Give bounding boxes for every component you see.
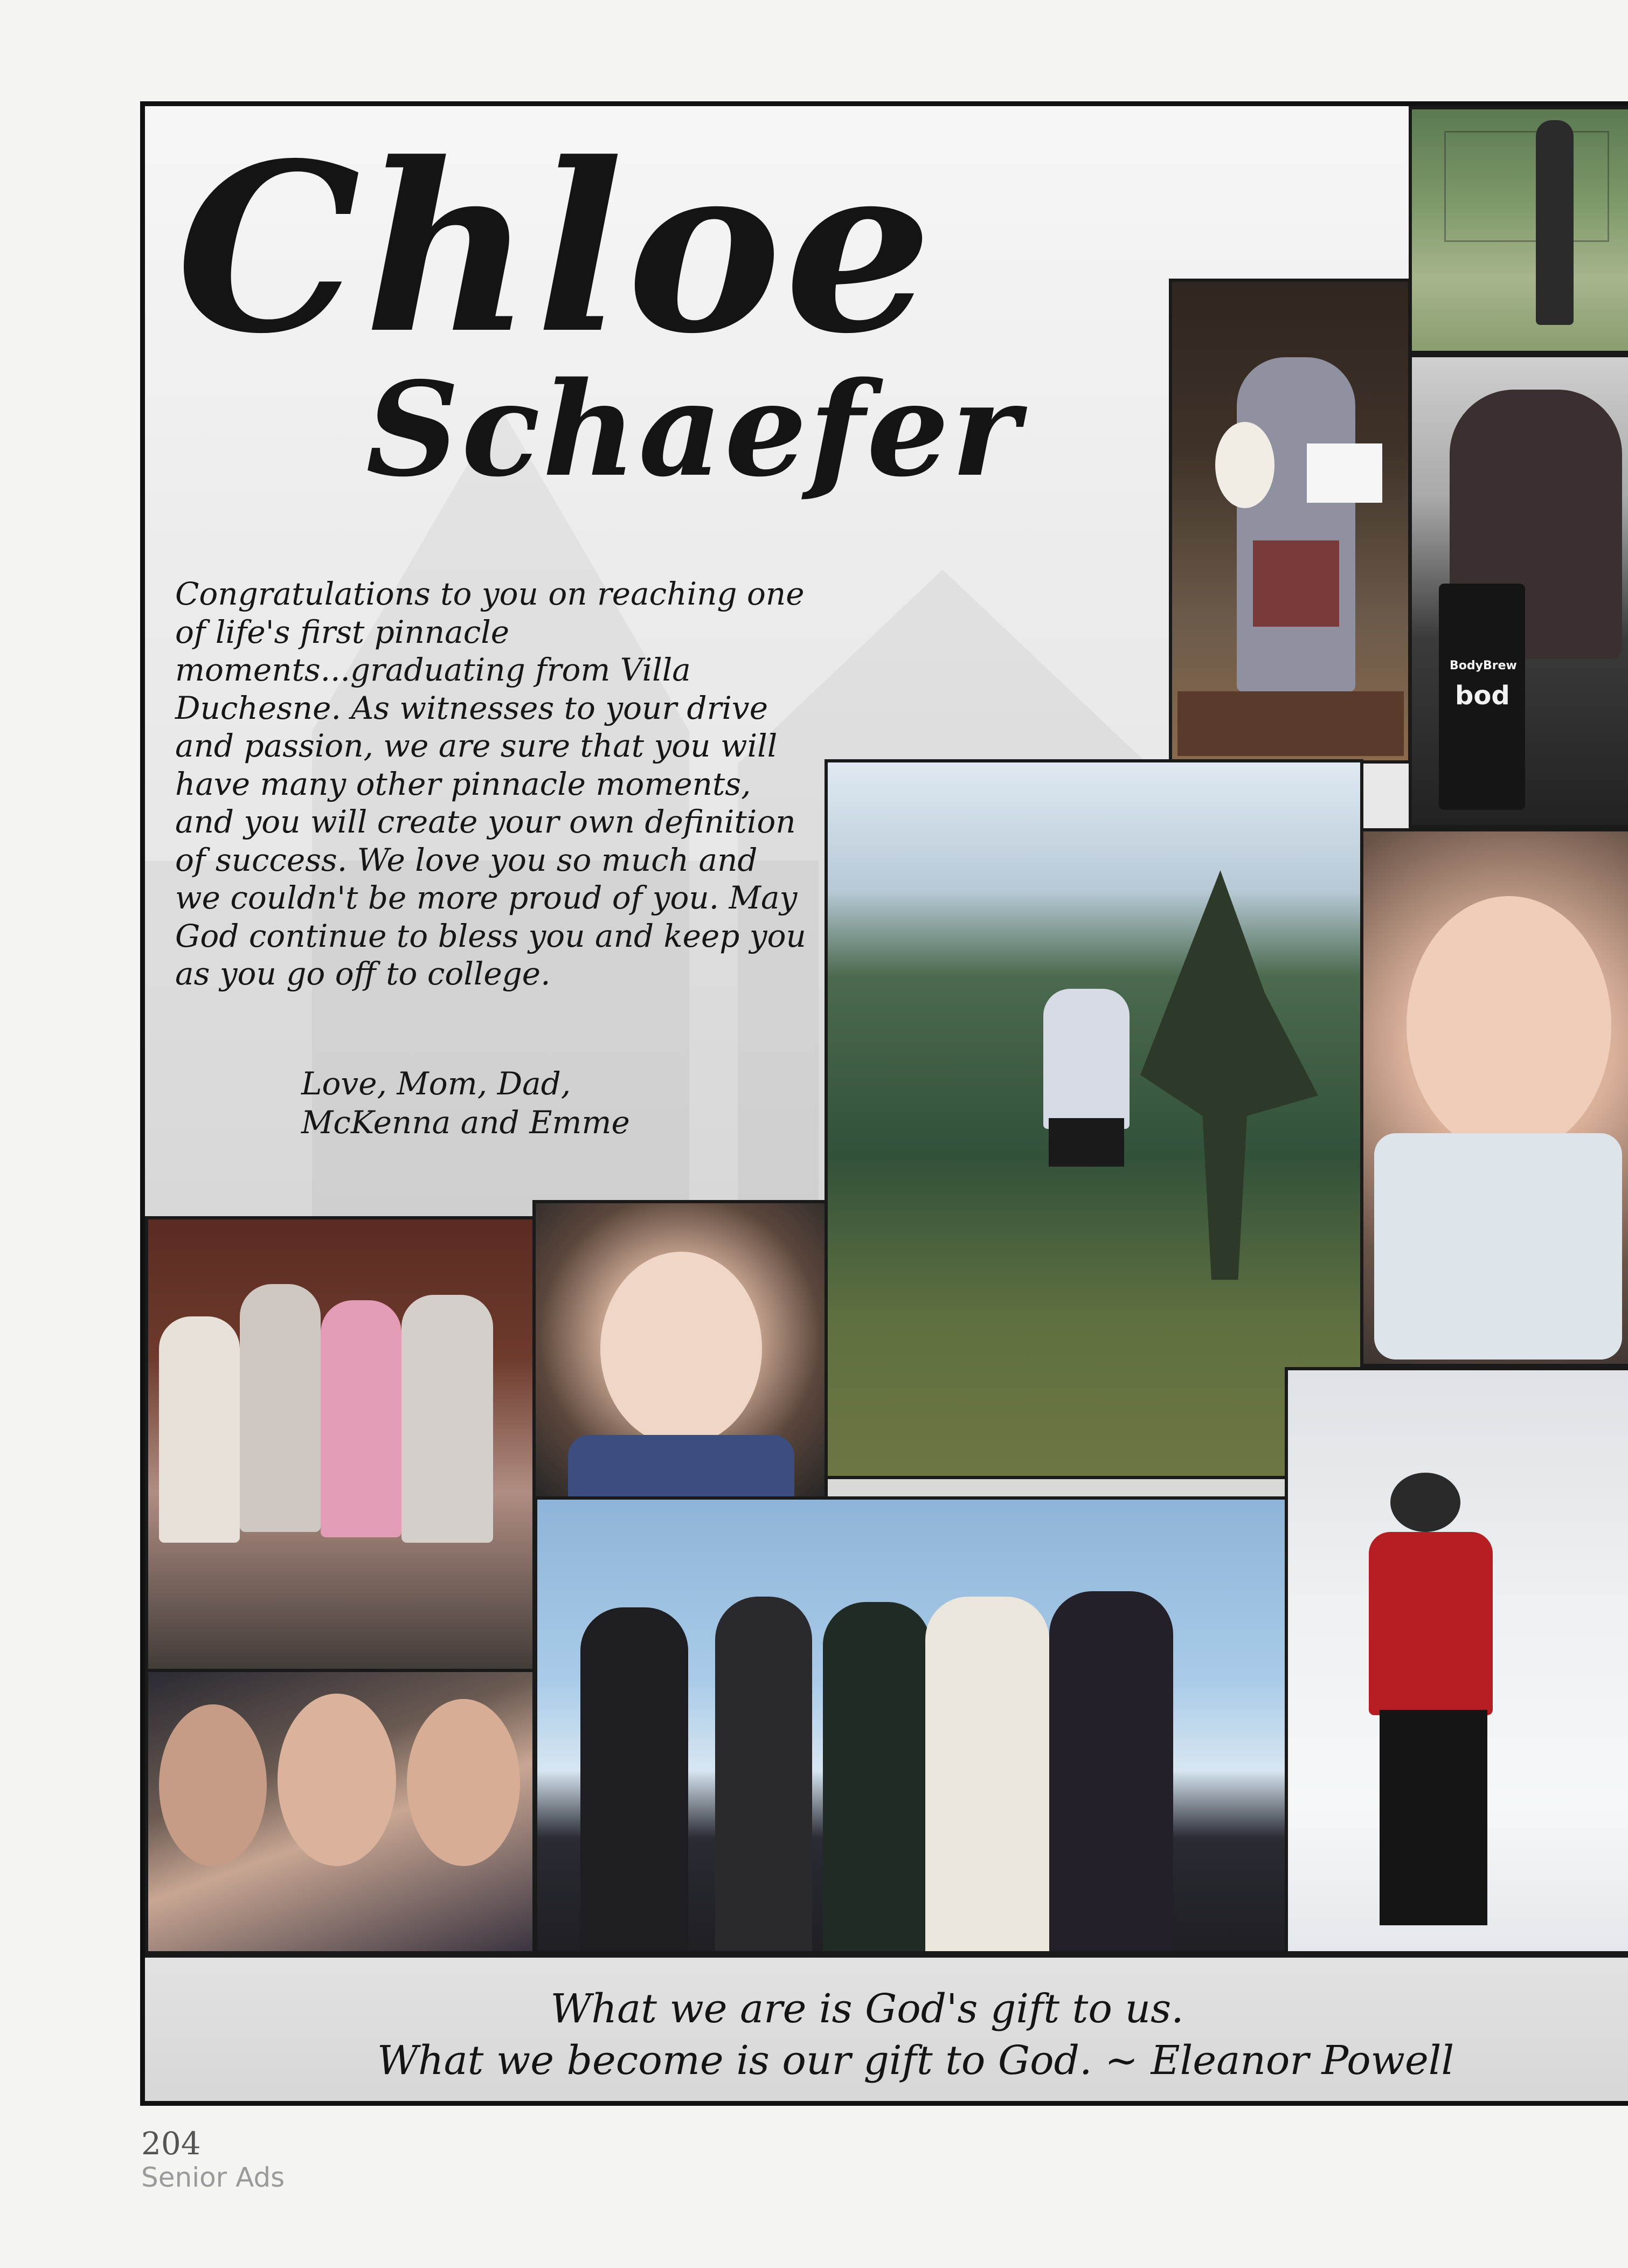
person-4	[925, 1597, 1049, 1952]
pine-tree	[1140, 870, 1318, 1280]
ski-helmet	[1390, 1473, 1460, 1532]
bodybrew-label: BodyBrew	[1450, 659, 1517, 672]
signature-line-2: McKenna and Emme	[301, 1104, 630, 1141]
sign-paper	[1307, 443, 1382, 503]
white-dog	[1215, 422, 1274, 508]
player-figure	[1536, 120, 1574, 325]
quote-line-1: What we are is God's gift to us.	[550, 1986, 1184, 2032]
person-figure	[1043, 989, 1130, 1129]
shorts	[1049, 1118, 1124, 1167]
friend-face-3	[407, 1699, 520, 1866]
quote-band	[145, 1954, 1628, 2106]
friend-face-1	[159, 1704, 267, 1866]
photo-three-friends-selfie	[145, 1669, 536, 1954]
photo-skiing	[1285, 1367, 1628, 1954]
person-figure	[1237, 357, 1355, 691]
photo-mountain-summit	[825, 759, 1363, 1479]
ski-pants	[1380, 1710, 1487, 1925]
bod-label: bod	[1455, 681, 1510, 711]
red-ski-jacket	[1369, 1532, 1493, 1715]
batting-cage-net	[1444, 131, 1609, 242]
friend-1	[159, 1316, 240, 1543]
signature-line-1: Love, Mom, Dad,	[301, 1065, 571, 1102]
first-name-title: Chloe	[176, 113, 936, 385]
photo-baby-portrait	[1360, 828, 1628, 1367]
friend-3	[321, 1300, 401, 1537]
friend-face-2	[278, 1694, 396, 1866]
person-3	[823, 1602, 931, 1952]
photo-bodybrew	[1409, 354, 1628, 828]
photo-toddler-portrait	[532, 1200, 828, 1501]
toddler-outfit	[568, 1435, 794, 1501]
photo-girl-with-dog	[1169, 279, 1411, 764]
person-1	[580, 1607, 688, 1952]
photo-baseball-field	[1409, 106, 1628, 354]
page-number: 204	[141, 2125, 201, 2162]
toddler-face	[600, 1252, 762, 1446]
photo-ice-castle-family	[534, 1496, 1288, 1954]
senior-ad-frame	[140, 101, 1628, 2106]
friend-2	[240, 1284, 321, 1532]
plaid-skirt	[1253, 540, 1339, 627]
friend-4	[401, 1295, 493, 1543]
doormat	[1177, 691, 1404, 756]
quote-line-2: What we become is our gift to God. ~ Eleanor Powell	[377, 2037, 1454, 2084]
last-name-title: Schaefer	[366, 353, 1022, 505]
person-5	[1049, 1591, 1173, 1952]
baby-outfit	[1374, 1133, 1622, 1360]
parent-message: Congratulations to you on reaching one of life's first pinnacle moments...graduating from Villa Duchesne. As witnesses to your drive and passion, we are sure that you will have many other pinnacle moments, and you will create your own definition of success. We love you so much and we couldn't be more proud of you. May God continue to bless you and keep you as you go off to college.	[175, 575, 806, 992]
baby-face	[1407, 896, 1611, 1155]
section-label: Senior Ads	[141, 2162, 285, 2193]
person-2	[715, 1597, 812, 1952]
photo-four-friends	[145, 1216, 536, 1677]
